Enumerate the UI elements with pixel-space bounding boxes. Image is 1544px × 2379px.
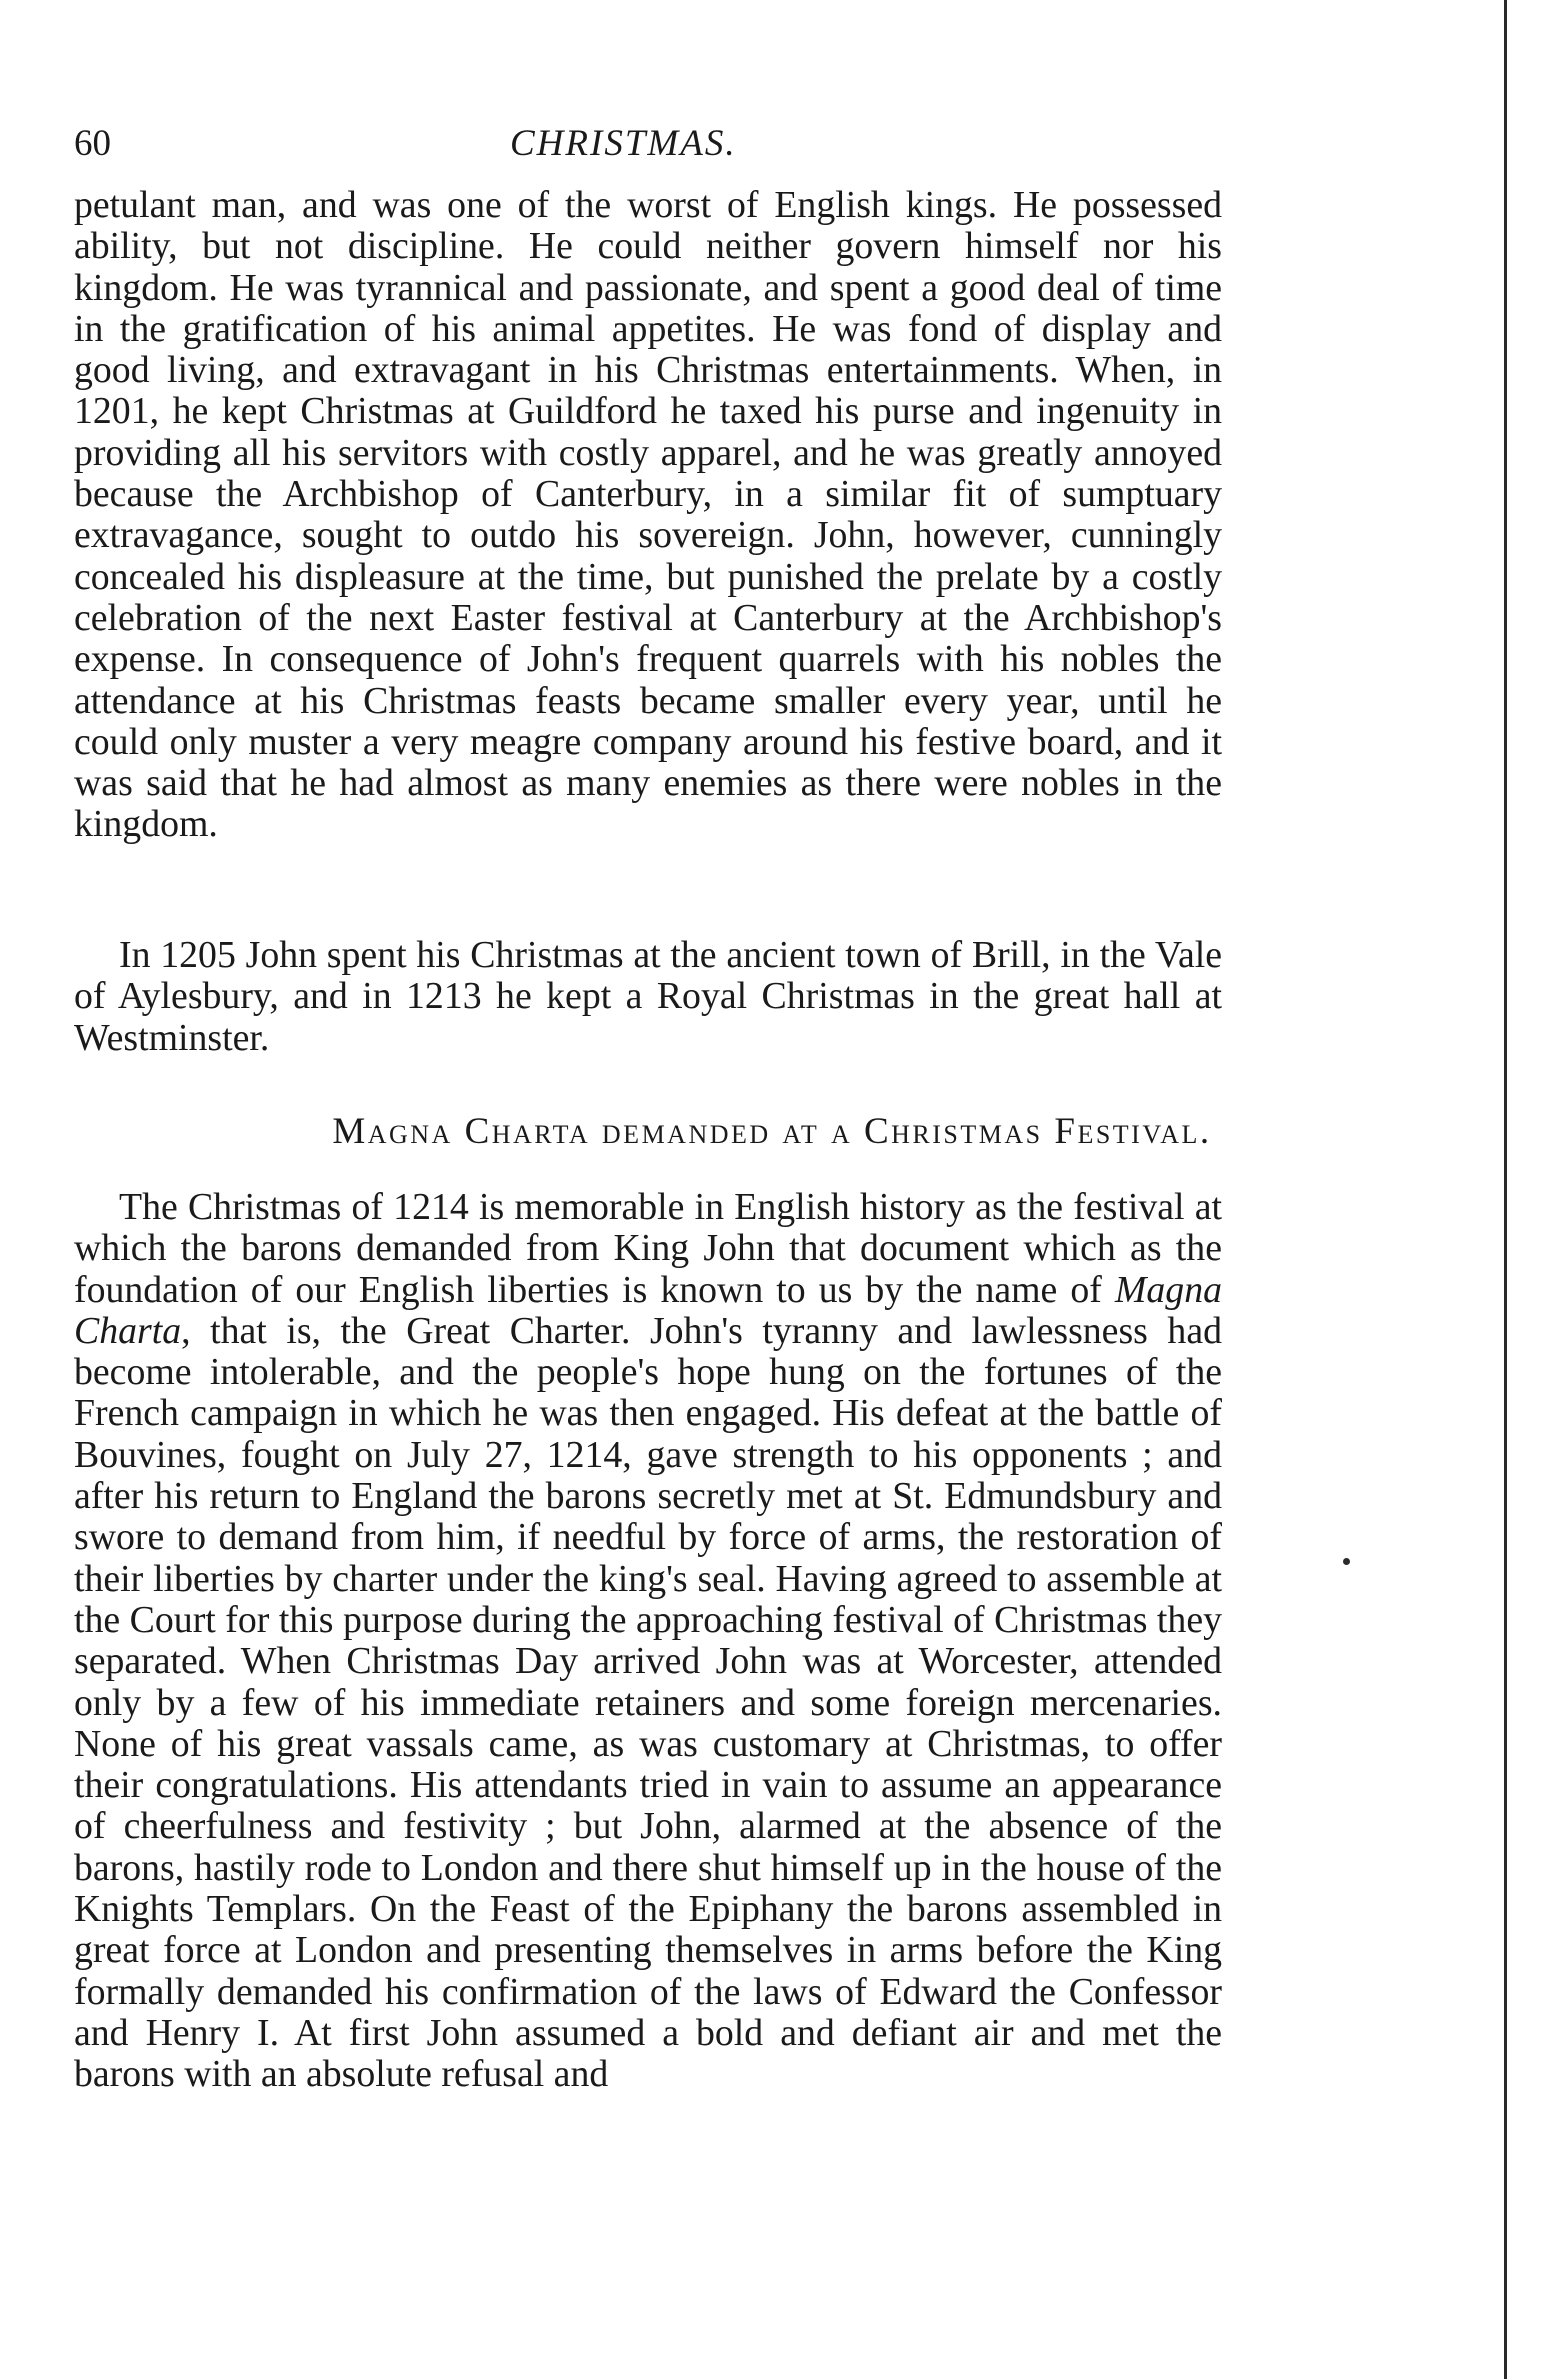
page-number: 60 [74,123,111,164]
scan-margin-rule [1504,0,1507,2379]
section-heading: Magna Charta demanded at a Christmas Festival. [332,1111,1212,1152]
running-head: CHRISTMAS. [510,123,737,164]
paragraph-3 [74,1187,1222,2096]
paragraph-3-text-a: The Christmas of 1214 is memorable in English history as the festival at which the barons demanded from King John that document which as the foundation of our English liberties is known to us by the name of [74,1186,1222,1311]
scan-speck [1343,1558,1350,1565]
paragraph-1: petulant man, and was one of the worst of English kings. He possessed ability, but not discipline. He could neither govern himself nor his kingdom. He was tyrannical and passionate, and spent a good deal of time in the gratification of his animal appetites. He was fond of display and good living, and extravagant in his Christmas entertainments. When, in 1201, he kept Christmas at Guildford he taxed his purse and ingenuity in providing all his servitors with costly apparel, and he was greatly annoyed because the Archbishop of Canterbury, in a similar fit of sumptuary extravagance, sought to outdo his sovereign. John, however, cunningly concealed his displeasure at the time, but punished the prelate by a costly celebration of the next Easter festival at Canterbury at the Archbishop's expense. In consequence of John's frequent quarrels with his nobles the attendance at his Christmas feasts became smaller every year, until he could only muster a very meagre company around his festive board, and it was said that he had almost as many enemies as there were nobles in the kingdom. [74,184,1222,846]
paragraph-3-italic-title: Magna Charta [74,1268,1222,1352]
paragraph-3-text-b: , that is, the Great Charter. John's tyranny and lawlessness had become intolerable, and the people's hope hung on the fortunes of the French campaign in which he was then engaged. His defeat at the battle of Bouvines, fought on July 27, 1214, gave strength to his opponents ; and after his return to England the barons secretly met at St. Edmundsbury and swore to demand from him, if needful by force of arms, the restoration of their liberties by charter under the king's seal. Having agreed to assemble at the Court for this purpose during the approaching festival of Christmas they separated. When Christmas Day arrived John was at Worcester, attended only by a few of his immediate retainers and some foreign mercenaries. None of his great vassals came, as was customary at Christmas, to offer their congratulations. His attendants tried in vain to assume an appearance of cheerfulness and festivity ; but John, alarmed at the absence of the barons, hastily rode to London and there shut himself up in the house of the Knights Templars. On the Feast of the Epiphany the barons assembled in great force at London and presenting themselves in arms before the King formally demanded his confirmation of the laws of Edward the Confessor and Henry I. At first John assumed a bold and defiant air and met the barons with an absolute refusal and [74,1309,1222,2096]
paragraph-2: In 1205 John spent his Christmas at the ancient town of Brill, in the Vale of Aylesbury, and in 1213 he kept a Royal Christmas in the great hall at Westminster. [74,934,1222,1059]
